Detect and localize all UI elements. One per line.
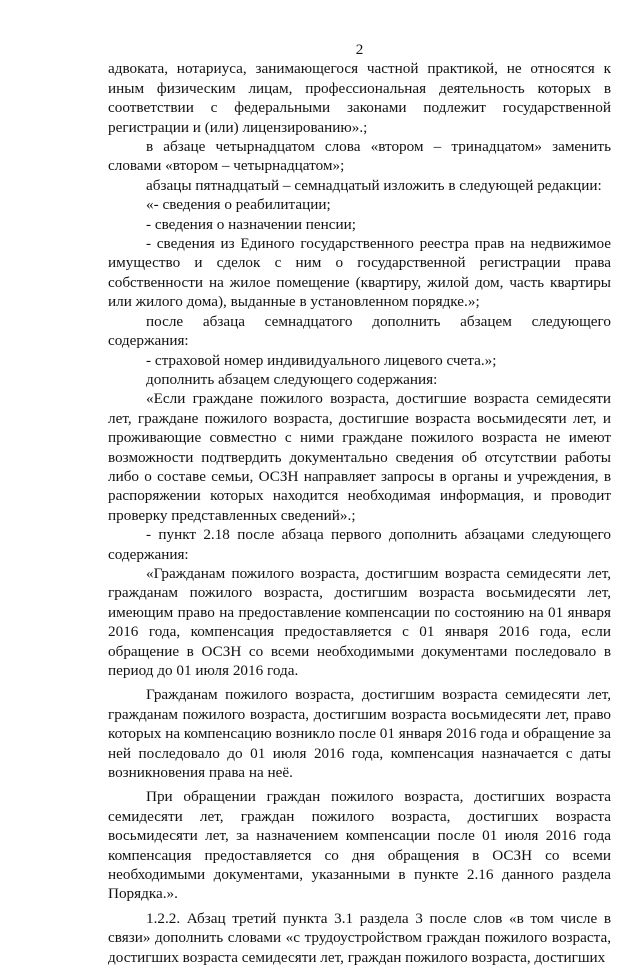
paragraph: - страховой номер индивидуального лицевого счета.»;: [146, 351, 497, 369]
paragraph: адвоката, нотариуса, занимающегося частной практикой, не относятся к иным физическим лицам, профессиональная деятельность которых в соответствии с федеральными законами подлежит государственной регистрации и (или) лицензированию».;: [108, 60, 611, 136]
document-body: [108, 59, 611, 967]
paragraph: в абзаце четырнадцатом слова «втором – тринадцатом» заменить словами «втором – четырнадцатом»;: [108, 138, 611, 175]
paragraph: абзацы пятнадцатый – семнадцатый изложить в следующей редакции:: [146, 176, 602, 194]
page-number: 2: [355, 41, 364, 58]
paragraph: «Если граждане пожилого возраста, достигшие возраста семидесяти лет, граждане пожилого возраста, достигшие возраста восьмидесяти лет, и проживающие совместно с ними граждане пожилого возраста не имеют возможности подтвердить документально сведения об отсутствии работы либо о составе семьи, ОСЗН направляет запросы в органы и учреждения, в распоряжении которых находится необходимая информация, и проводит проверку представленных сведений».;: [108, 390, 611, 524]
paragraph: Гражданам пожилого возраста, достигшим возраста семидесяти лет, гражданам пожилого возраста, достигшим возраста восьмидесяти лет, право которых на компенсацию возникло после 01 января 2016 года и обращение за ней последовало до 01 июля 2016 года, компенсация назначается с даты возникновения права на неё.: [108, 686, 611, 782]
paragraph: «Гражданам пожилого возраста, достигшим возраста семидесяти лет, гражданам пожилого возраста, достигшим возраста восьмидесяти лет, имеющим право на предоставление компенсации по состоянию на 01 января 2016 года, компенсация предоставляется с 01 января 2016 года, если обращение в ОСЗН со всеми необходимыми документами последовало в период до 01 июля 2016 года.: [108, 564, 611, 679]
document-page: [108, 40, 611, 967]
paragraph: - сведения из Единого государственного реестра прав на недвижимое имущество и сделок с ним о государственной регистрации права собственности на жилое помещение (квартиру, жилой дом, часть квартиры или жилого дома), выданные в установленном порядке.»;: [108, 235, 611, 311]
paragraph: 1.2.2. Абзац третий пункта 3.1 раздела 3 после слов «в том числе в связи» дополнить словами «с трудоустройством граждан пожилого возраста, достигших возраста семидесяти лет, граждан пожилого возраста, достигших: [108, 909, 611, 966]
paragraph: после абзаца семнадцатого дополнить абзацем следующего содержания:: [108, 312, 611, 350]
paragraph: - сведения о назначении пенсии;: [146, 215, 357, 233]
paragraph: дополнить абзацем следующего содержания:: [146, 370, 438, 388]
paragraph: «- сведения о реабилитации;: [146, 196, 331, 214]
paragraph: - пункт 2.18 после абзаца первого дополнить абзацами следующего содержания:: [108, 526, 611, 563]
paragraph: При обращении граждан пожилого возраста, достигших возраста семидесяти лет, граждан пожилого возраста, достигших возраста восьмидесяти лет, за назначением компенсации после 01 июля 2016 года компенсация предоставляется со дня обращения в ОСЗН со всеми необходимыми документами, указанными в пункте 2.16 данного раздела Порядка.».: [108, 788, 611, 903]
